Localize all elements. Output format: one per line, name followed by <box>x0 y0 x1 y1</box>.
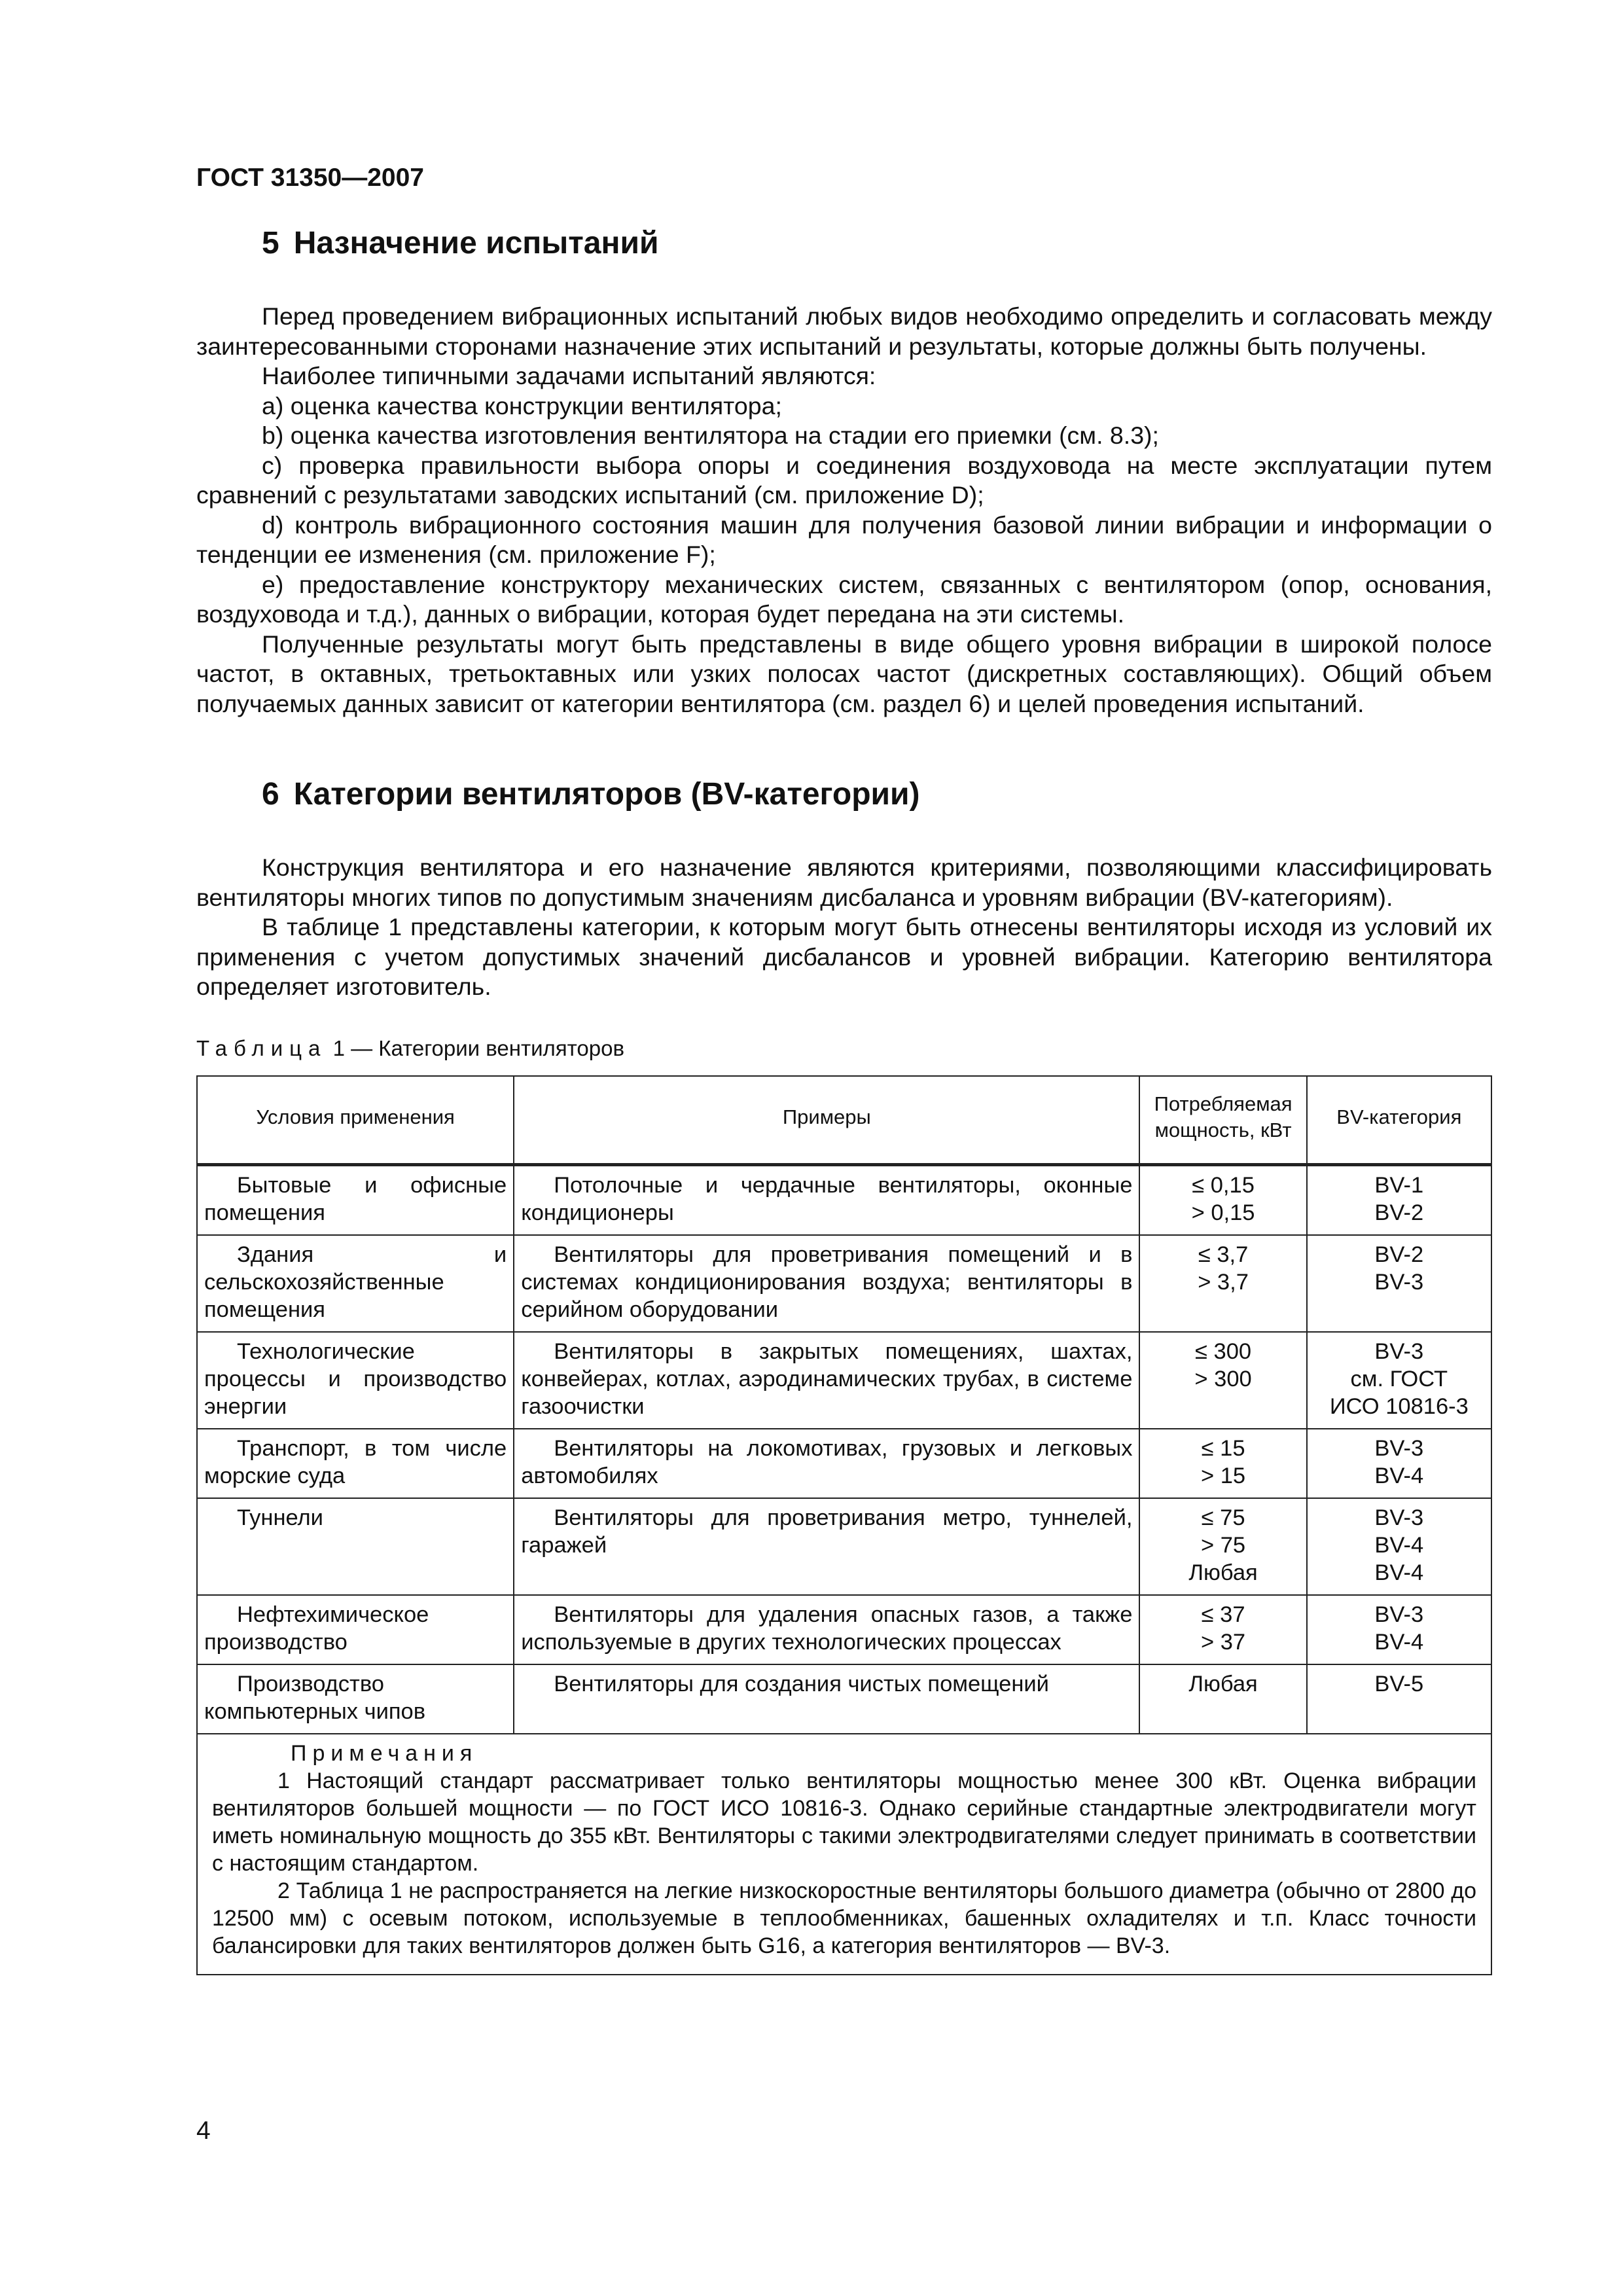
notes-title: Примечания <box>291 1740 478 1766</box>
category-value: ИСО 10816-3 <box>1329 1393 1469 1419</box>
power-value: > 75 <box>1201 1532 1246 1558</box>
section-6-paragraph: Конструкция вентилятора и его назначение являются критериями, позволяющими классифицировать вентиляторы многих типов по допустимым значениям дисбаланса и уровням вибрации (BV-категориям). <box>196 853 1492 911</box>
section-6-number: 6 <box>262 777 279 812</box>
category-value: BV-2 <box>1374 1200 1424 1225</box>
category-value: BV-3 <box>1374 1602 1424 1627</box>
cell-power <box>1139 1235 1306 1332</box>
power-value: ≤ 300 <box>1195 1338 1252 1364</box>
section-5-list-item: b) оценка качества изготовления вентилятора на стадии его приемки (см. 8.3); <box>262 422 1159 449</box>
table-caption <box>196 1036 1492 1061</box>
cell-category <box>1307 1498 1491 1595</box>
cell-examples: Вентиляторы для проветривания помещений и в системах кондиционирования воздуха; вентиляторы в серийном оборудовании <box>514 1235 1139 1332</box>
power-value: ≤ 15 <box>1201 1435 1245 1461</box>
category-value: BV-4 <box>1374 1629 1424 1655</box>
power-value: > 15 <box>1201 1463 1246 1488</box>
power-value: ≤ 37 <box>1201 1602 1245 1627</box>
cell-power <box>1139 1595 1306 1664</box>
category-value: BV-4 <box>1374 1560 1424 1585</box>
cell-examples: Потолочные и чердачные вентиляторы, оконные кондиционеры <box>514 1164 1139 1235</box>
cell-power <box>1139 1498 1306 1595</box>
table-notes <box>197 1734 1491 1975</box>
power-value: ≤ 3,7 <box>1198 1242 1249 1267</box>
cell-examples: Вентиляторы в закрытых помещениях, шахтах, конвейерах, котлах, аэродинамических трубах, в системе газоочистки <box>514 1332 1139 1429</box>
power-value: Любая <box>1188 1671 1258 1696</box>
category-value: BV-5 <box>1374 1671 1424 1696</box>
power-value: > 0,15 <box>1191 1200 1255 1225</box>
table-row <box>197 1595 1491 1664</box>
table-notes-row <box>197 1734 1491 1975</box>
section-6-paragraph: В таблице 1 представлены категории, к которым могут быть отнесены вентиляторы исходя из условий их применения с учетом допустимых значений дисбалансов и уровней вибрации. Категорию вентилятора определяет изготовитель. <box>196 913 1492 1000</box>
category-value: BV-3 <box>1374 1505 1424 1530</box>
cell-power <box>1139 1664 1306 1734</box>
section-6-heading <box>262 776 1492 812</box>
section-5-paragraph: Полученные результаты могут быть представлены в виде общего уровня вибрации в широкой полосе частот, в октавных, третьоктавных или узких полосах частот (дискретных составляющих). Общий объем получаемых данных зависит от категории вентилятора (см. раздел 6) и целей проведения испытаний. <box>196 630 1492 717</box>
cell-power <box>1139 1332 1306 1429</box>
cell-examples: Вентиляторы для удаления опасных газов, а также используемые в других технологических процессах <box>514 1595 1139 1664</box>
table-row <box>197 1429 1491 1498</box>
table-row <box>197 1164 1491 1235</box>
table-body <box>197 1164 1491 1734</box>
cell-category <box>1307 1664 1491 1734</box>
cell-conditions: Бытовые и офисные помещения <box>197 1164 514 1235</box>
section-5-paragraph: Наиболее типичными задачами испытаний являются: <box>262 362 876 389</box>
cell-category <box>1307 1595 1491 1664</box>
power-value: ≤ 0,15 <box>1192 1172 1255 1198</box>
category-value: см. ГОСТ <box>1350 1366 1448 1391</box>
cell-power <box>1139 1429 1306 1498</box>
document-code: ГОСТ 31350—2007 <box>196 164 424 192</box>
table-caption-word: Таблица <box>196 1035 327 1060</box>
section-5-list-item: e) предоставление конструктору механических систем, связанных с вентилятором (опор, основания, воздуховода и т.д.), данных о вибрации, которая будет передана на эти системы. <box>196 570 1492 628</box>
cell-conditions: Транспорт, в том числе морские суда <box>197 1429 514 1498</box>
table-row <box>197 1498 1491 1595</box>
category-value: BV-3 <box>1374 1435 1424 1461</box>
cell-conditions: Технологические процессы и производство энергии <box>197 1332 514 1429</box>
table-caption-text: 1 — Категории вентиляторов <box>332 1035 624 1060</box>
cell-conditions: Здания и сельскохозяйственные помещения <box>197 1235 514 1332</box>
section-6-title: Категории вентиляторов (BV-категории) <box>293 777 920 812</box>
fan-categories-table <box>196 1075 1492 1975</box>
section-spacer <box>196 719 1492 776</box>
header-power: Потребляемая мощность, кВт <box>1139 1076 1306 1165</box>
table-row <box>197 1235 1491 1332</box>
power-value: ≤ 75 <box>1201 1505 1245 1530</box>
page-number: 4 <box>196 2117 211 2145</box>
table-note: 1 Настоящий стандарт рассматривает только вентиляторы мощностью менее 300 кВт. Оценка вибрации вентиляторов большей мощности — по ГОСТ ИСО 10816-3. Однако серийные стандартные электродвигатели могут иметь номинальную мощность до 355 кВт. Вентиляторы с такими электродвигателями следует принимать в соответствии с настоящим стандартом. <box>212 1768 1476 1876</box>
category-value: BV-4 <box>1374 1463 1424 1488</box>
power-value: > 300 <box>1194 1366 1252 1391</box>
cell-category <box>1307 1164 1491 1235</box>
section-5-list-item: d) контроль вибрационного состояния машин для получения базовой линии вибрации и информации о тенденции ее изменения (см. приложение F); <box>196 511 1492 568</box>
category-value: BV-1 <box>1374 1172 1424 1198</box>
table-row <box>197 1332 1491 1429</box>
category-value: BV-4 <box>1374 1532 1424 1558</box>
header-examples: Примеры <box>514 1076 1139 1165</box>
cell-examples: Вентиляторы на локомотивах, грузовых и легковых автомобилях <box>514 1429 1139 1498</box>
power-value: Любая <box>1188 1560 1258 1585</box>
section-5-list-item: c) проверка правильности выбора опоры и соединения воздуховода на месте эксплуатации путем сравнений с результатами заводских испытаний (см. приложение D); <box>196 451 1492 509</box>
cell-category <box>1307 1429 1491 1498</box>
power-value: > 3,7 <box>1198 1269 1249 1295</box>
cell-examples: Вентиляторы для проветривания метро, туннелей, гаражей <box>514 1498 1139 1595</box>
category-value: BV-3 <box>1374 1338 1424 1364</box>
section-5-heading <box>262 225 1492 261</box>
table-header-row <box>197 1076 1491 1165</box>
header-conditions: Условия применения <box>197 1076 514 1165</box>
cell-category <box>1307 1235 1491 1332</box>
cell-conditions: Туннели <box>197 1498 514 1595</box>
header-category: BV-категория <box>1307 1076 1491 1165</box>
cell-power <box>1139 1164 1306 1235</box>
table-row <box>197 1664 1491 1734</box>
cell-conditions: Производство компьютерных чипов <box>197 1664 514 1734</box>
cell-category <box>1307 1332 1491 1429</box>
power-value: > 37 <box>1201 1629 1246 1655</box>
section-5-paragraph: Перед проведением вибрационных испытаний любых видов необходимо определить и согласовать между заинтересованными сторонами назначение этих испытаний и результаты, которые должны быть получены. <box>196 302 1492 360</box>
category-value: BV-3 <box>1374 1269 1424 1295</box>
category-value: BV-2 <box>1374 1242 1424 1267</box>
section-5-number: 5 <box>262 226 279 260</box>
section-5-title: Назначение испытаний <box>293 226 659 260</box>
cell-conditions: Нефтехимическое производство <box>197 1595 514 1664</box>
table-note: 2 Таблица 1 не распространяется на легкие низкоскоростные вентиляторы большого диаметра (обычно от 2800 до 12500 мм) с осевым потоком, используемые в теплообменниках, башенных охладителях и т.п. Класс точности балансировки для таких вентиляторов должен быть G16, а категория вентиляторов — BV-3. <box>212 1878 1476 1958</box>
cell-examples: Вентиляторы для создания чистых помещений <box>514 1664 1139 1734</box>
section-5-list-item: a) оценка качества конструкции вентилятора; <box>262 391 782 420</box>
